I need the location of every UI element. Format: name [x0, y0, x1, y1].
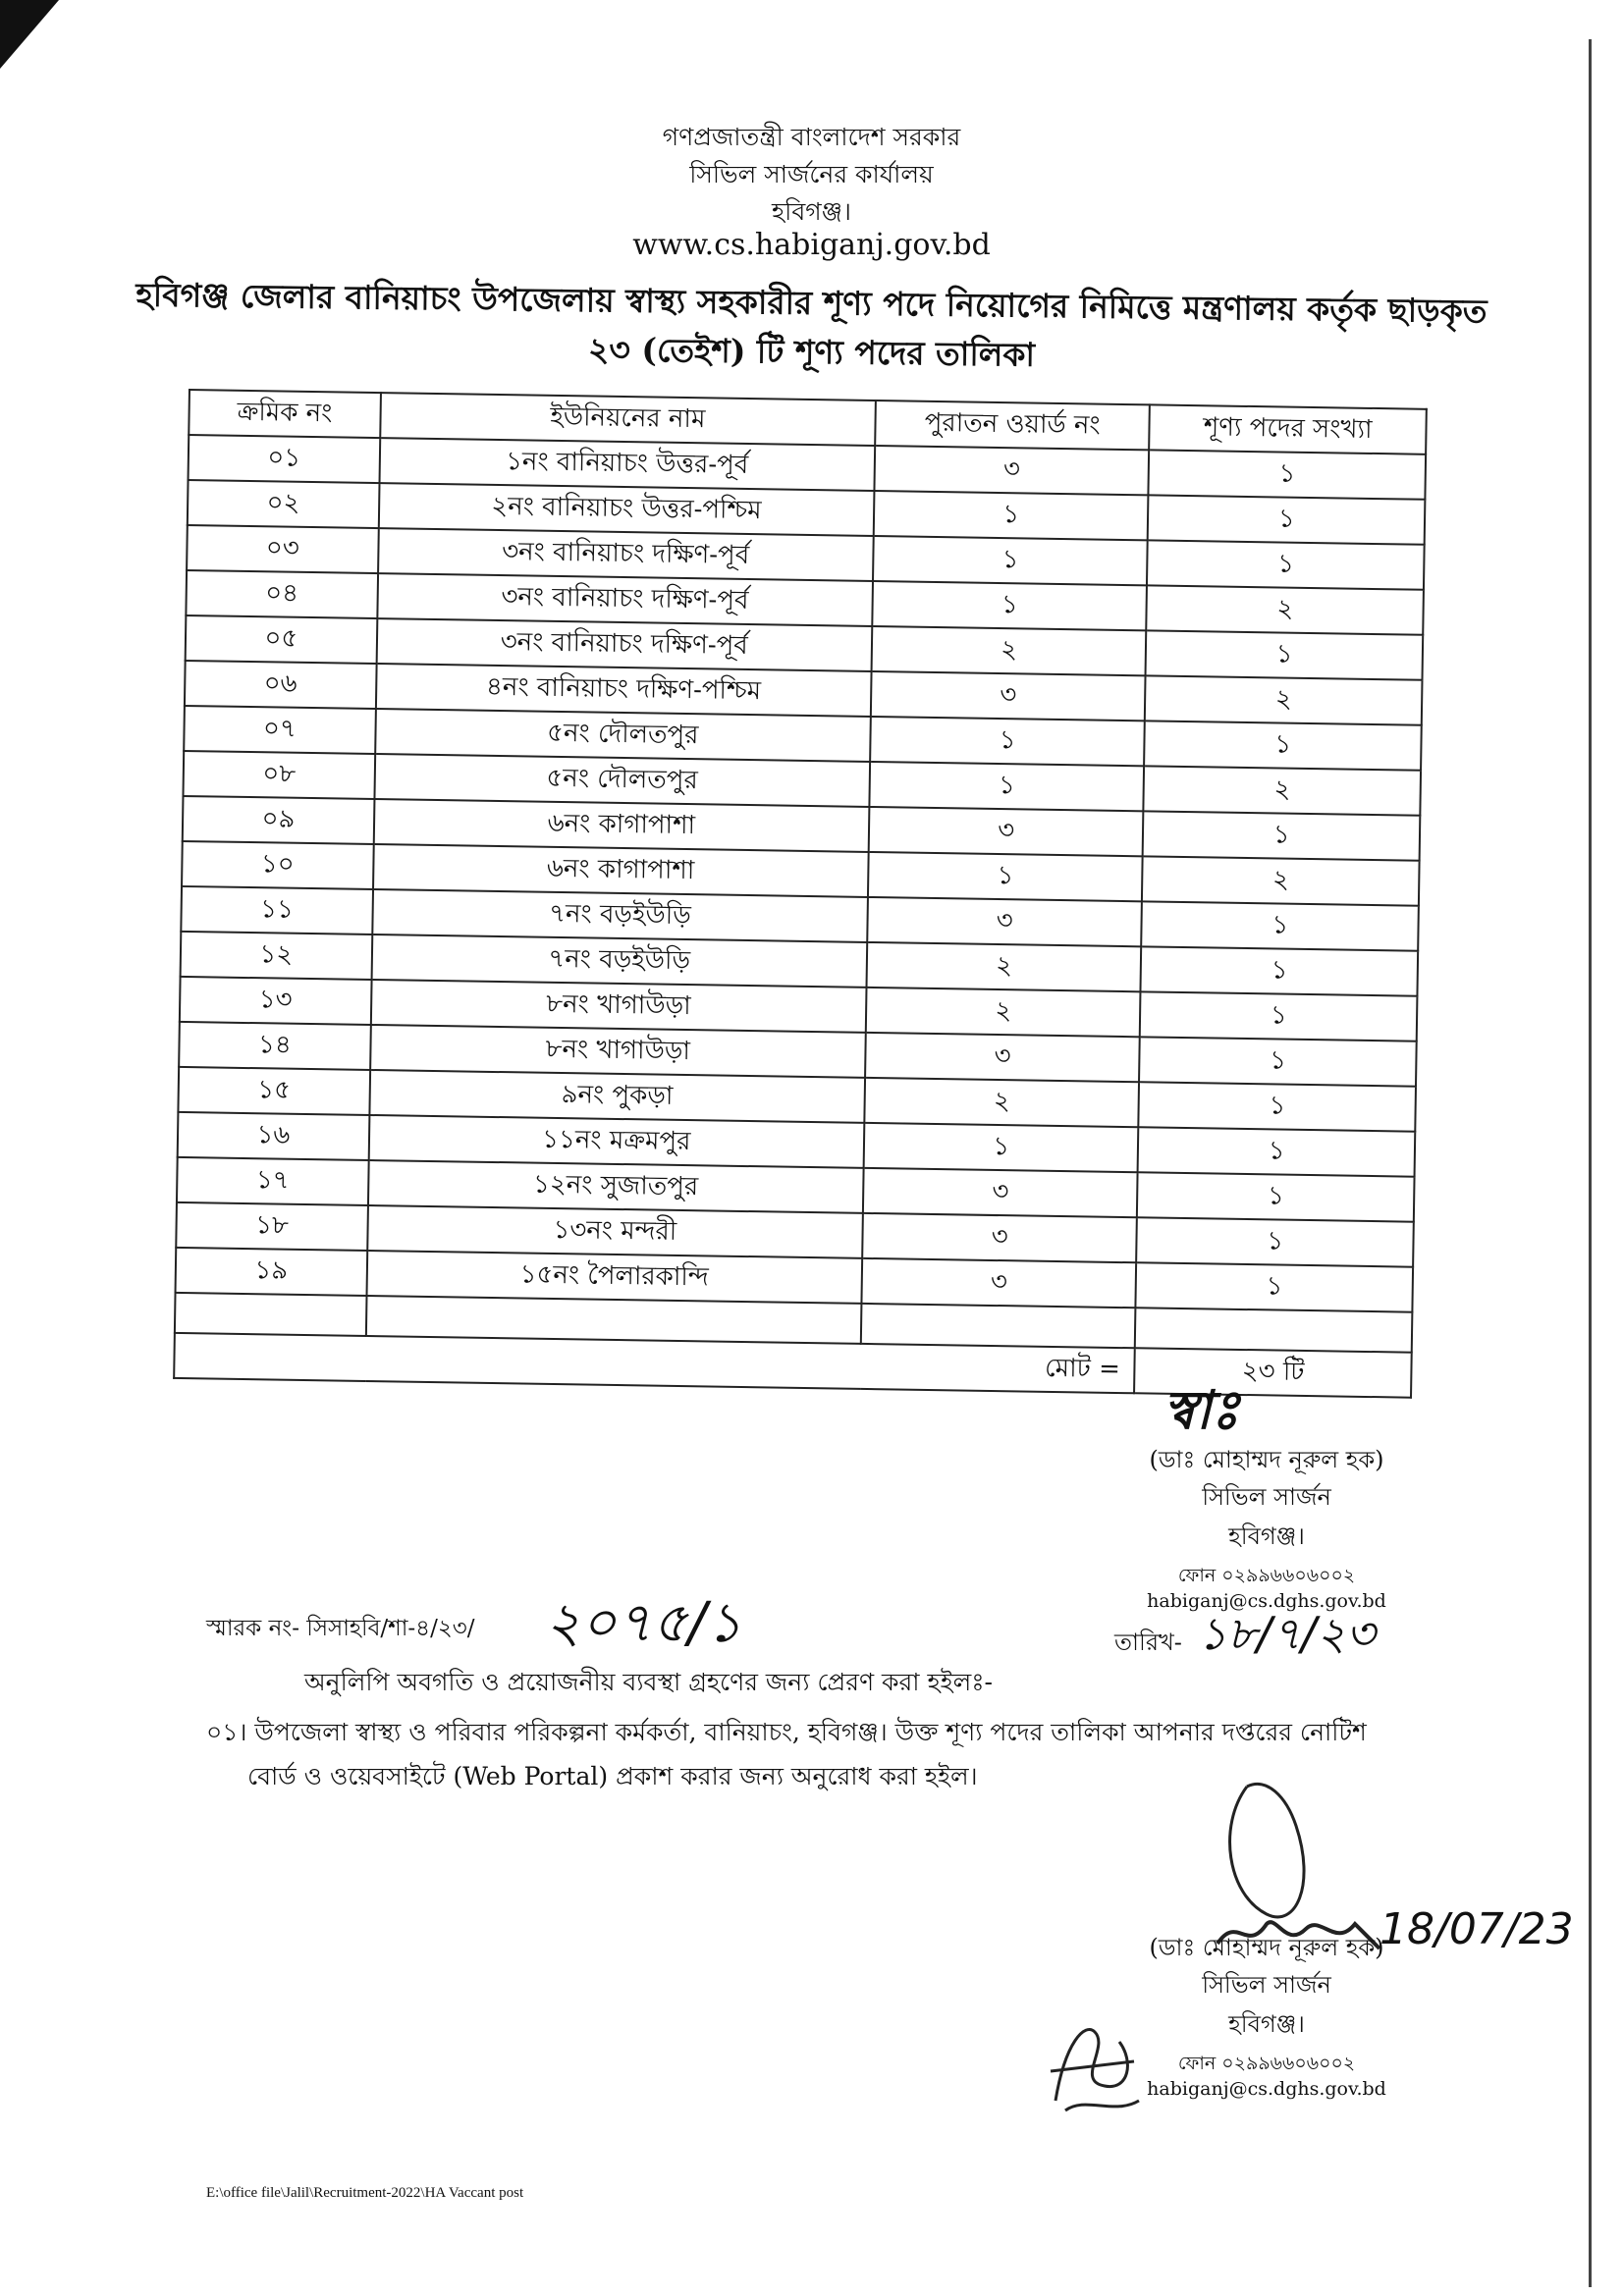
recipient-line-2: বোর্ড ও ওয়েবসাইটে (Web Portal) প্রকাশ করার জন্য অনুরোধ করা হইল।	[247, 1762, 978, 1790]
cell-serial: ০৫	[186, 615, 377, 664]
cell-posts: ১	[1147, 540, 1424, 589]
cell-ward: ২	[871, 626, 1146, 675]
cell-union: ৪নং বানিয়াচং দক্ষিণ-পশ্চিম	[376, 664, 872, 717]
signature1-email[interactable]: habiganj@cs.dghs.gov.bd	[1147, 1590, 1386, 1612]
cell-ward: ৩	[862, 1213, 1137, 1262]
cell-union: ১১নং মক্রমপুর	[368, 1115, 864, 1168]
header-posts: শূণ্য পদের সংখ্যা	[1150, 404, 1427, 454]
cell-serial: ০২	[188, 480, 379, 528]
scan-corner-mark	[0, 0, 59, 69]
header-office: সিভিল সার্জনের কার্যালয়	[689, 160, 934, 188]
cell-posts: ১	[1136, 1262, 1413, 1311]
cell-ward: ৩	[867, 897, 1142, 946]
cell-union: ২নং বানিয়াচং উত্তর-পশ্চিম	[379, 483, 875, 536]
cell-ward: ১	[870, 717, 1145, 766]
signature2-handwritten-date: 18/07/23	[1380, 1904, 1574, 1954]
copy-instruction: অনুলিপি অবগতি ও প্রয়োজনীয় ব্যবস্থা গ্রহণের জন্য প্রেরণ করা হইলঃ-	[304, 1668, 994, 1696]
scan-edge-line	[1589, 39, 1592, 2287]
cell-union: ৩নং বানিয়াচং দক্ষিণ-পূর্ব	[378, 528, 874, 581]
cell-union: ৭নং বড়ইউড়ি	[371, 934, 867, 988]
file-path-footer: E:\office file\Jalil\Recruitment-2022\HA Vaccant post	[206, 2185, 524, 2201]
header-union: ইউনিয়নের নাম	[380, 393, 876, 446]
cell-serial: ০৭	[184, 706, 375, 754]
cell-union: ৬নং কাগাপাশা	[373, 844, 869, 897]
signature-mark: স্বাঃ	[1163, 1379, 1240, 1441]
total-value: ২৩ টি	[1134, 1348, 1411, 1397]
cell-serial: ০১	[189, 435, 380, 483]
cell-serial: ০৮	[183, 751, 374, 799]
cell-serial: ১৫	[178, 1067, 369, 1115]
recipient-line-1: ০১। উপজেলা স্বাস্থ্য ও পরিবার পরিকল্পনা কর্মকর্তা, বানিয়াচং, হবিগঞ্জ। উক্ত শূণ্য পদের তালিকা আপনার দপ্তরের নোটিশ	[206, 1718, 1367, 1746]
cell-union: ৫নং দৌলতপুর	[375, 709, 871, 762]
memo-label: স্মারক নং- সিসাহবি/শা-৪/২৩/	[206, 1616, 475, 1641]
cell-serial: ১৬	[178, 1112, 369, 1160]
cell-serial: ১২	[181, 932, 372, 980]
cell-posts: ১	[1149, 450, 1426, 499]
cell-ward: ১	[873, 536, 1148, 585]
cell-posts: ১	[1138, 1127, 1415, 1176]
initial-signature-mark	[1036, 2002, 1154, 2120]
cell-posts: ১	[1140, 991, 1417, 1041]
cell-posts: ১	[1146, 630, 1423, 679]
cell-posts: ১	[1145, 721, 1422, 770]
cell-posts: ১	[1141, 946, 1418, 995]
cell-posts: ১	[1143, 811, 1420, 860]
cell-ward: ৩	[871, 671, 1146, 721]
cell-ward: ৩	[869, 807, 1144, 856]
cell-ward: ১	[868, 852, 1143, 901]
cell-ward: ৩	[874, 446, 1149, 495]
vacancy-table	[173, 389, 1428, 1399]
signature1-place: হবিগঞ্জ।	[1228, 1522, 1305, 1550]
header-ward: পুরাতন ওয়ার্ড নং	[875, 400, 1150, 450]
cell-posts: ১	[1139, 1037, 1416, 1086]
cell-ward: ১	[863, 1123, 1138, 1172]
cell-ward: ২	[866, 942, 1141, 991]
cell-ward: ২	[864, 1078, 1139, 1127]
cell-union: ৯নং পুকড়া	[369, 1070, 865, 1123]
cell-union: ৩নং বানিয়াচং দক্ষিণ-পূর্ব	[377, 573, 873, 626]
cell-ward: ৩	[861, 1258, 1136, 1308]
cell-posts: ২	[1147, 585, 1424, 634]
date-label: তারিখ-	[1114, 1629, 1182, 1656]
cell-union: ১২নং সুজাতপুর	[368, 1160, 864, 1213]
cell-serial: ১৩	[180, 977, 371, 1025]
header-government: গণপ্রজাতন্ত্রী বাংলাদেশ সরকার	[662, 123, 961, 151]
cell-posts: ১	[1139, 1082, 1416, 1131]
cell-ward: ১	[872, 581, 1147, 630]
cell-union: ১৫নং পৈলারকান্দি	[366, 1251, 862, 1304]
header-serial: ক্রমিক নং	[189, 390, 380, 438]
cell-serial: ১৪	[179, 1022, 370, 1070]
cell-serial: ০৬	[185, 661, 376, 709]
header-website[interactable]: www.cs.habiganj.gov.bd	[632, 228, 991, 262]
cell-serial: ১৭	[177, 1157, 368, 1205]
cell-ward: ১	[874, 491, 1149, 540]
cell-posts: ২	[1144, 766, 1421, 815]
cell-serial: ০৪	[186, 570, 377, 618]
cell-union: ৫নং দৌলতপুর	[374, 754, 870, 807]
cell-posts: ১	[1137, 1217, 1414, 1266]
signature2-email[interactable]: habiganj@cs.dghs.gov.bd	[1147, 2078, 1386, 2100]
cell-union: ৮নং খাগাউড়া	[370, 1025, 866, 1078]
cell-serial: ০৯	[183, 796, 374, 844]
signature1-phone: ফোন ০২৯৯৬৬০৬০০২	[1177, 1565, 1356, 1586]
total-label: মোট =	[174, 1333, 1135, 1393]
cell-serial: ১৮	[176, 1202, 367, 1251]
cell-posts: ১	[1137, 1172, 1414, 1221]
signature2-phone: ফোন ০২৯৯৬৬০৬০০২	[1177, 2053, 1356, 2074]
cell-posts: ১	[1148, 495, 1425, 544]
memo-number-handwritten: ২০৭৫/১	[545, 1591, 742, 1655]
cell-union: ১নং বানিয়াচং উত্তর-পূর্ব	[379, 438, 875, 491]
cell-union: ৮নং খাগাউড়া	[371, 980, 867, 1033]
signature1-designation: সিভিল সার্জন	[1202, 1483, 1331, 1511]
cell-ward: ৩	[863, 1168, 1138, 1217]
cell-union: ৭নং বড়ইউড়ি	[372, 889, 868, 942]
cell-posts: ১	[1142, 901, 1419, 950]
cell-posts: ২	[1145, 675, 1422, 724]
cell-ward: ৩	[865, 1033, 1140, 1082]
signature2-designation: সিভিল সার্জন	[1202, 1971, 1331, 1999]
cell-serial: ১৯	[176, 1248, 367, 1296]
signature2-place: হবিগঞ্জ।	[1228, 2010, 1305, 2038]
date-handwritten: ১৮/৭/২৩	[1198, 1607, 1376, 1660]
document-title-line1: হবিগঞ্জ জেলার বানিয়াচং উপজেলায় স্বাস্থ্য সহকারীর শূণ্য পদে নিয়োগের নিমিত্তে মন্ত্রণালয় কর্তৃক ছাড়কৃত	[135, 275, 1488, 331]
cell-union: ১৩নং মন্দরী	[367, 1205, 863, 1258]
document-title-line2: ২৩ (তেইশ) টি শূণ্য পদের তালিকা	[587, 330, 1036, 374]
signature2-name: (ডাঃ মোহাম্মদ নূরুল হক)	[1149, 1934, 1384, 1961]
cell-union: ৩নং বানিয়াচং দক্ষিণ-পূর্ব	[376, 618, 872, 671]
cell-serial: ১১	[181, 886, 372, 934]
cell-union: ৬নং কাগাপাশা	[373, 799, 869, 852]
cell-serial: ০৩	[187, 525, 378, 573]
header-district: হবিগঞ্জ।	[772, 197, 851, 226]
cell-posts: ২	[1142, 856, 1419, 905]
cell-ward: ১	[869, 762, 1144, 811]
cell-ward: ২	[866, 988, 1141, 1037]
signature1-name: (ডাঃ মোহাম্মদ নূরুল হক)	[1149, 1446, 1384, 1473]
cell-serial: ১০	[182, 841, 373, 889]
